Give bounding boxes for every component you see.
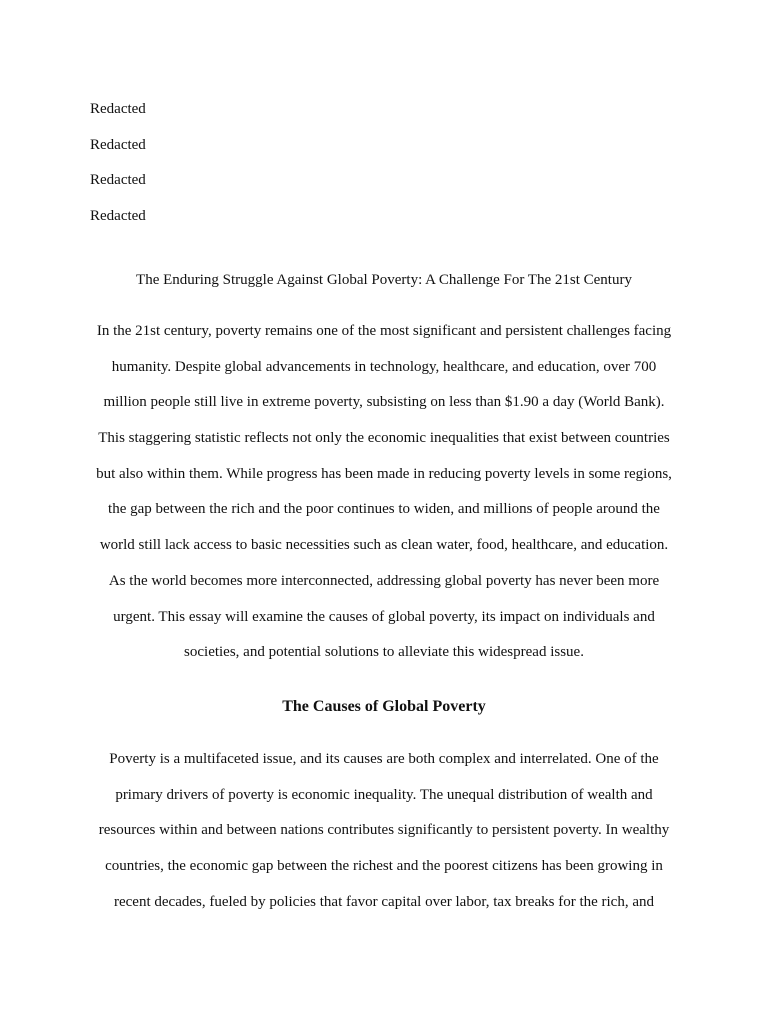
paragraph-line: the gap between the rich and the poor continues to widen, and millions of people around the xyxy=(108,501,660,518)
paragraph-line: As the world becomes more interconnected, addressing global poverty has never been more xyxy=(108,572,660,589)
paragraph-line: urgent. This essay will examine the causes of global poverty, its impact on individuals and xyxy=(113,608,655,625)
paragraph-line: primary drivers of poverty is economic inequality. The unequal distribution of wealth and xyxy=(115,786,653,803)
paragraph-line: Poverty is a multifaceted issue, and its causes are both complex and interrelated. One of the xyxy=(109,751,659,767)
paragraph-line: resources within and between nations contributes significantly to persistent poverty. In wealthy xyxy=(98,822,670,839)
paragraph-line: societies, and potential solutions to alleviate this widespread issue. xyxy=(184,644,584,661)
header-line-name: Redacted xyxy=(90,101,146,117)
section-heading: The Causes of Global Poverty xyxy=(282,698,486,715)
paragraph-line: countries, the economic gap between the richest and the poorest citizens has been growing in xyxy=(105,858,663,875)
causes-paragraph xyxy=(90,742,678,920)
author-header-block xyxy=(90,92,390,234)
paragraph-line: In the 21st century, poverty remains one of the most significant and persistent challenges facing xyxy=(96,323,672,339)
paragraph-line: humanity. Despite global advancements in technology, healthcare, and education, over 700 xyxy=(111,358,657,375)
paragraph-line: world still lack access to basic necessities such as clean water, food, healthcare, and education. xyxy=(99,537,669,554)
paragraph-line: but also within them. While progress has been made in reducing poverty levels in some regions, xyxy=(96,465,672,482)
header-line-date: Redacted xyxy=(90,207,146,224)
paragraph-line: This staggering statistic reflects not only the economic inequalities that exist between countries xyxy=(98,430,670,447)
paragraph-line: million people still live in extreme poverty, subsisting on less than $1.90 a day (World Bank). xyxy=(103,394,665,411)
paragraph-line: recent decades, fueled by policies that favor capital over labor, tax breaks for the rich, and xyxy=(114,893,654,910)
document-title: The Enduring Struggle Against Global Poverty: A Challenge For The 21st Century xyxy=(136,272,632,288)
header-line-instructor: Redacted xyxy=(90,136,146,153)
header-line-course: Redacted xyxy=(90,172,146,188)
intro-paragraph xyxy=(90,314,678,671)
